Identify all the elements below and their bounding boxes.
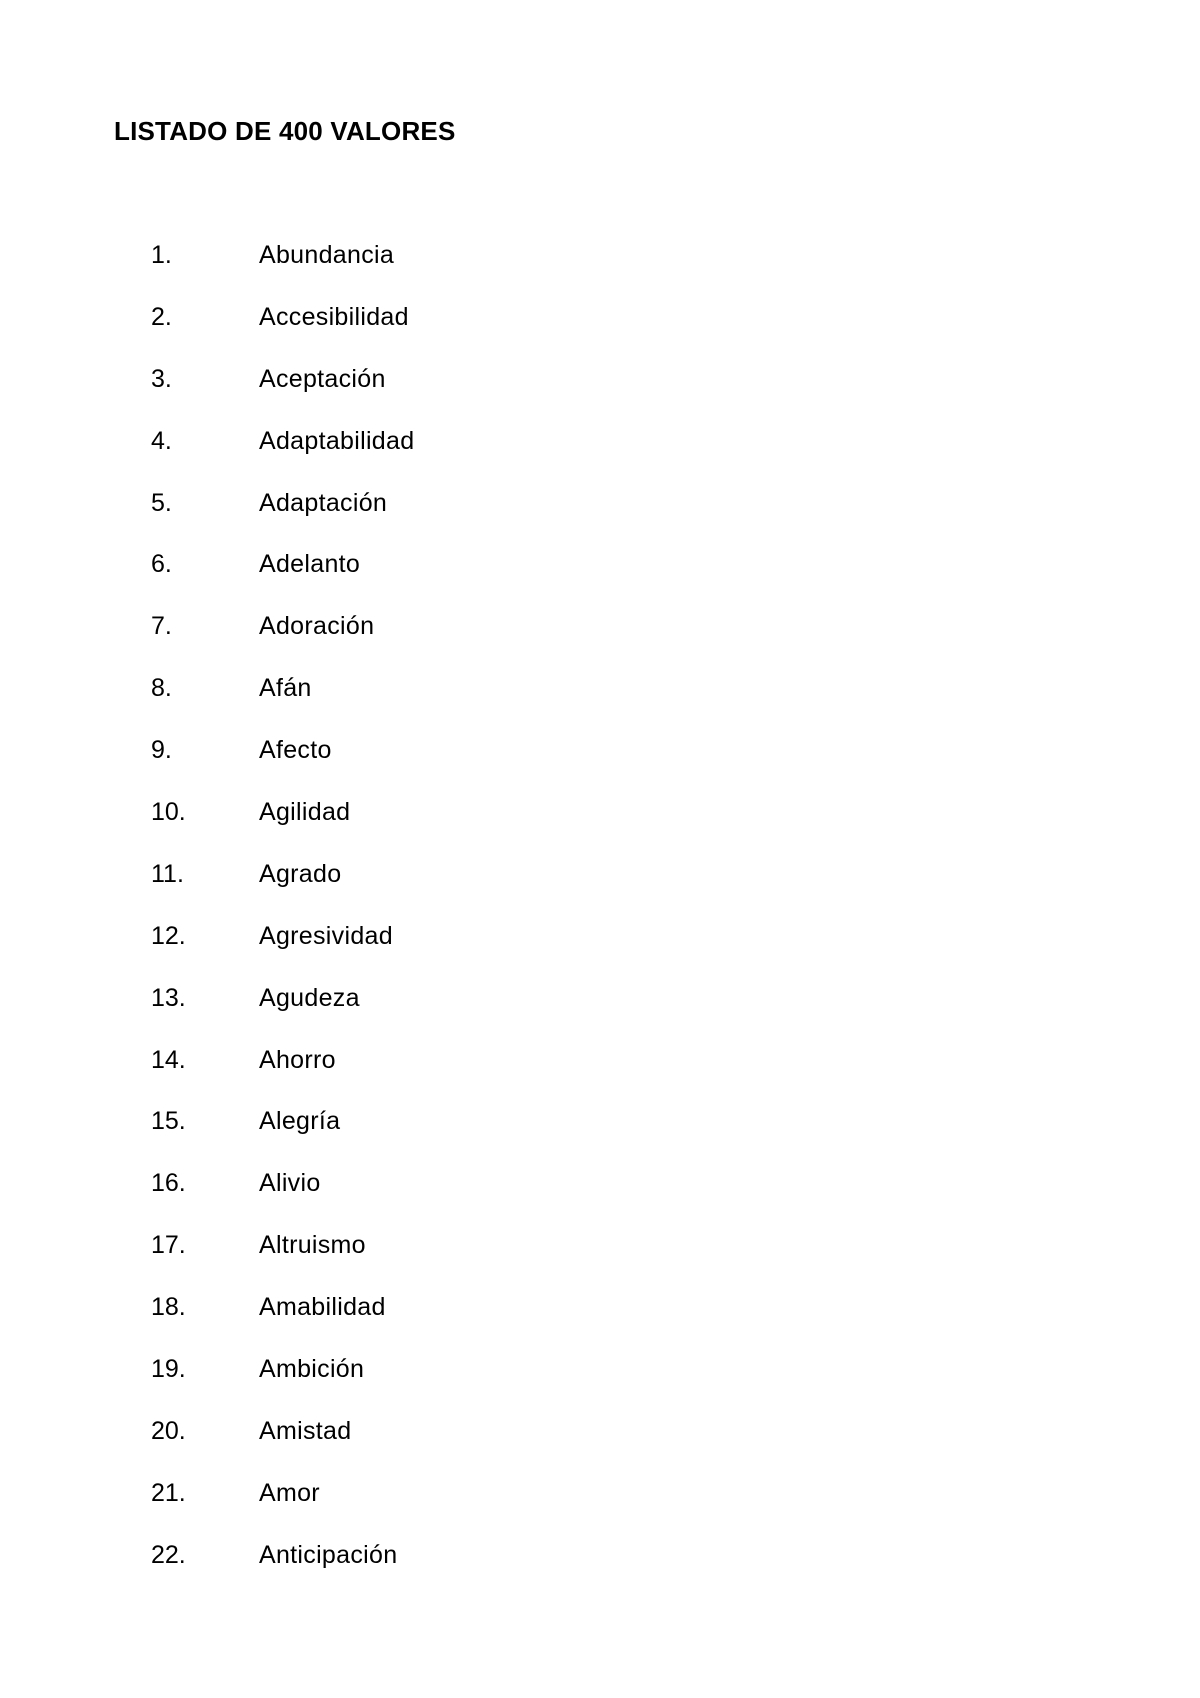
list-item-label: Agresividad — [259, 921, 393, 950]
list-item — [0, 1290, 1200, 1352]
list-item-number: 15. — [151, 1107, 186, 1136]
list-item-number: 20. — [151, 1416, 186, 1445]
list-item-number: 14. — [151, 1045, 186, 1074]
list-item-label: Alegría — [259, 1107, 341, 1136]
list-item-number: 5. — [151, 488, 172, 517]
list-item — [0, 424, 1200, 486]
list-item — [0, 1043, 1200, 1105]
list-item-label: Amor — [259, 1478, 320, 1507]
list-item-label: Adaptación — [259, 488, 388, 517]
list-item — [0, 1166, 1200, 1228]
list-item — [0, 238, 1200, 300]
list-item — [0, 1538, 1200, 1600]
list-item-number: 7. — [151, 612, 172, 641]
list-item-number: 17. — [151, 1231, 186, 1260]
list-item-label: Accesibilidad — [259, 302, 409, 331]
list-item-label: Ahorro — [259, 1045, 336, 1074]
list-item-label: Amistad — [259, 1416, 352, 1445]
list-item — [0, 733, 1200, 795]
list-item-label: Aceptación — [259, 364, 386, 393]
list-item — [0, 981, 1200, 1043]
list-item-label: Adelanto — [259, 550, 361, 579]
list-item-number: 21. — [151, 1478, 186, 1507]
list-item-number: 22. — [151, 1540, 186, 1569]
list-item — [0, 1476, 1200, 1538]
list-item — [0, 486, 1200, 548]
list-item-label: Adoración — [259, 612, 375, 641]
list-item — [0, 857, 1200, 919]
list-item — [0, 547, 1200, 609]
list-item-label: Anticipación — [259, 1540, 398, 1569]
list-item-label: Altruismo — [259, 1231, 366, 1260]
list-item-number: 13. — [151, 983, 186, 1012]
list-item-label: Agrado — [259, 859, 342, 888]
list-item — [0, 919, 1200, 981]
list-item — [0, 362, 1200, 424]
list-item-number: 8. — [151, 674, 172, 703]
list-item-number: 11. — [151, 859, 184, 888]
list-item-label: Adaptabilidad — [259, 426, 415, 455]
list-item-number: 2. — [151, 302, 172, 331]
list-item-label: Afán — [259, 674, 312, 703]
list-item-number: 12. — [151, 921, 186, 950]
list-item-label: Amabilidad — [259, 1293, 386, 1322]
list-item-number: 4. — [151, 426, 172, 455]
list-item — [0, 300, 1200, 362]
list-item — [0, 671, 1200, 733]
list-item-label: Ambición — [259, 1355, 365, 1384]
list-item-label: Alivio — [259, 1169, 321, 1198]
list-item-number: 16. — [151, 1169, 186, 1198]
list-item-number: 9. — [151, 736, 172, 765]
list-item-label: Abundancia — [259, 241, 395, 269]
list-item-number: 19. — [151, 1355, 186, 1384]
list-item-number: 3. — [151, 364, 172, 393]
list-item-number: 10. — [151, 798, 186, 827]
list-item — [0, 1228, 1200, 1290]
list-item-label: Agudeza — [259, 983, 360, 1012]
list-item-label: Agilidad — [259, 798, 351, 827]
list-item-number: 6. — [151, 550, 172, 579]
values-list — [0, 238, 1200, 1600]
page-title: LISTADO DE 400 VALORES — [114, 116, 456, 146]
list-item — [0, 795, 1200, 857]
list-item-number: 1. — [151, 241, 172, 269]
list-item — [0, 1414, 1200, 1476]
list-item — [0, 609, 1200, 671]
list-item — [0, 1352, 1200, 1414]
list-item-number: 18. — [151, 1293, 186, 1322]
list-item-label: Afecto — [259, 736, 332, 765]
list-item — [0, 1104, 1200, 1166]
